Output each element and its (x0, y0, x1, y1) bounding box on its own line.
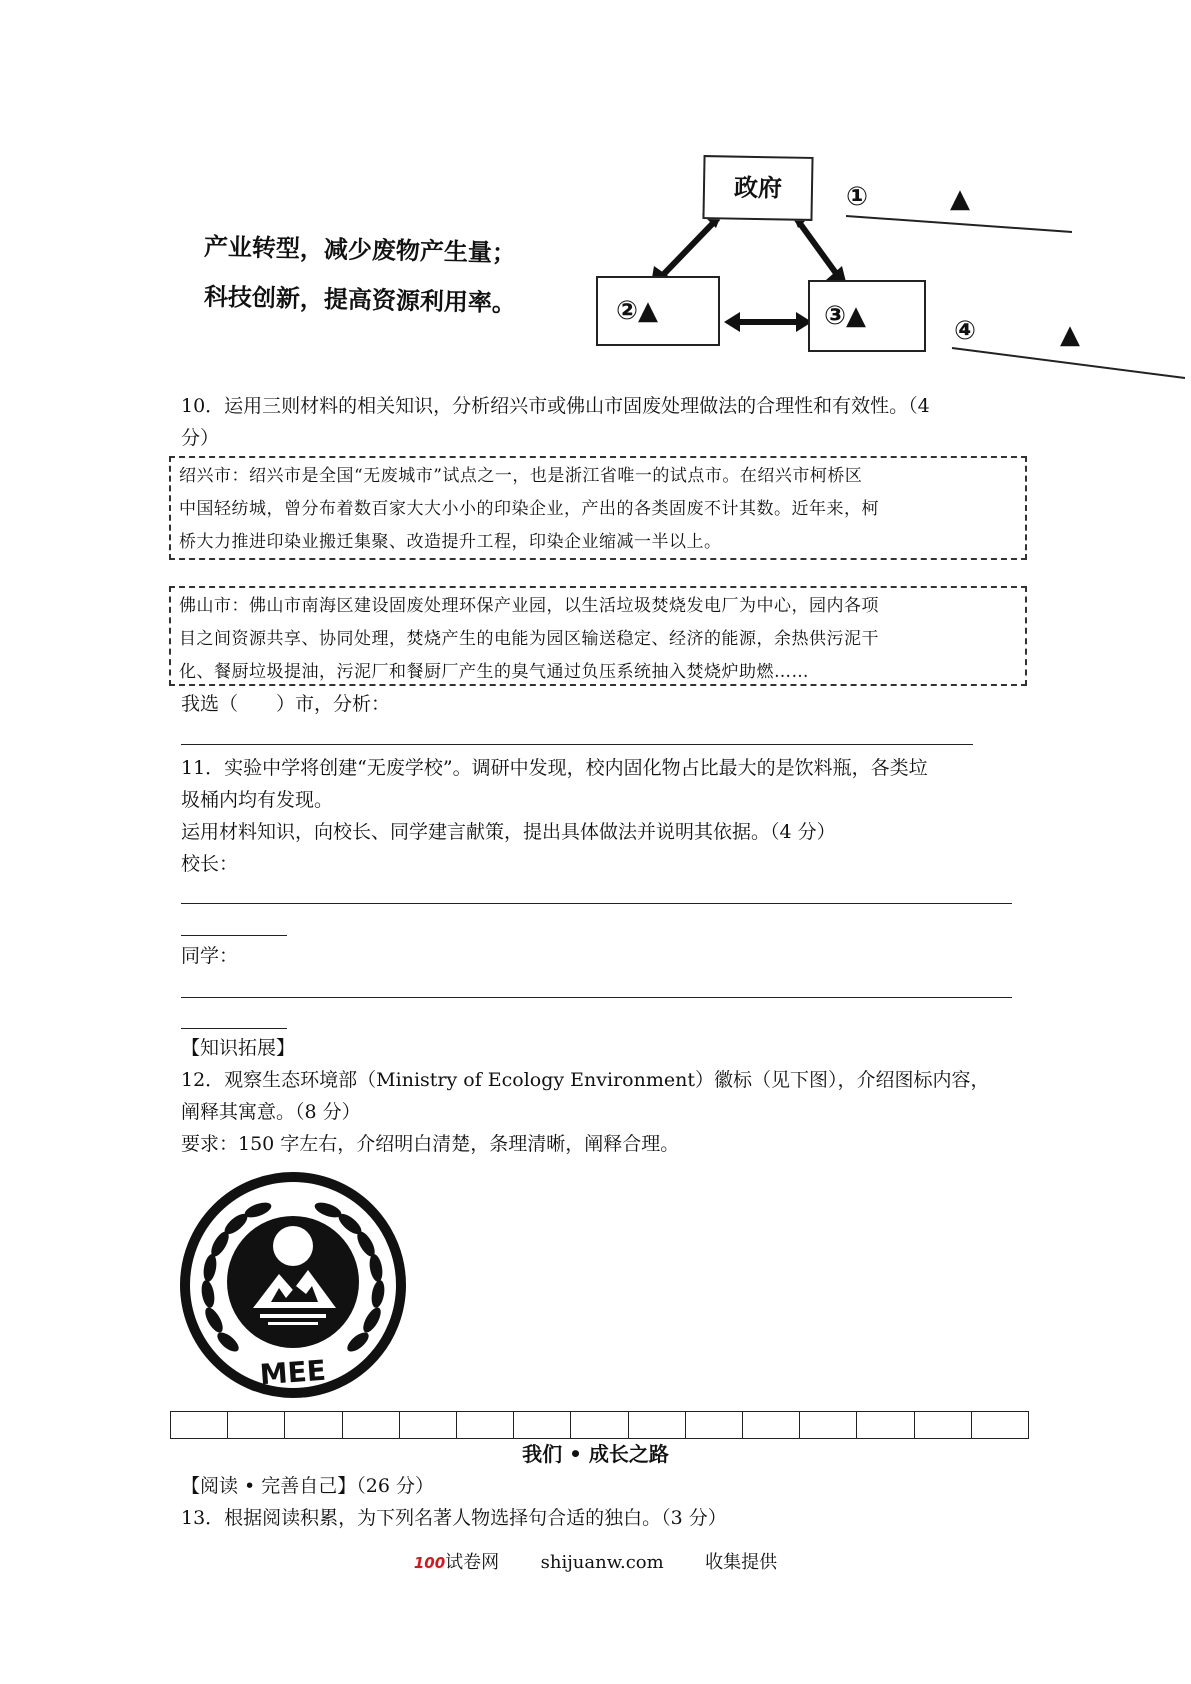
diagram-left-line-1: 产业转型，减少废物产生量； (203, 232, 517, 268)
section-knowledge-title: 【知识拓展】 (181, 1037, 296, 1059)
answer-grid-cell[interactable] (285, 1412, 342, 1438)
q11-principal-answer-line[interactable] (181, 903, 1012, 904)
mee-emblem-text: MEE (258, 1353, 327, 1392)
mee-emblem-graphic (178, 1170, 408, 1400)
node-3-box (808, 280, 926, 352)
q13-text: 13．根据阅读积累，为下列名著人物选择句合适的独白。（3 分） (181, 1507, 727, 1529)
mee-emblem (178, 1170, 408, 1400)
q10-text-line-2: 分） (181, 427, 220, 449)
q11-classmates-answer-line[interactable] (181, 997, 1012, 998)
q11-classmates-label: 同学： (181, 945, 239, 967)
answer-grid-cell[interactable] (629, 1412, 686, 1438)
answer-grid-strip (170, 1411, 1029, 1439)
blank-1-triangle: ▲ (950, 184, 970, 214)
answer-grid-cell[interactable] (686, 1412, 743, 1438)
q11-principal-label: 校长： (181, 853, 239, 875)
q11-classmates-answer-line-2[interactable] (181, 1028, 287, 1029)
answer-grid-cell[interactable] (514, 1412, 571, 1438)
answer-grid-cell[interactable] (228, 1412, 285, 1438)
node-2-label: ②▲ (616, 296, 659, 326)
q12-text-line-3: 要求：150 字左右，介绍明白清楚，条理清晰，阐释合理。 (181, 1133, 680, 1155)
answer-grid-cell[interactable] (171, 1412, 228, 1438)
answer-grid-cell[interactable] (343, 1412, 400, 1438)
answer-grid-cell[interactable] (972, 1412, 1028, 1438)
foshan-line-3: 化、餐厨垃圾提油，污泥厂和餐厨厂产生的臭气通过负压系统抽入焚烧炉助燃…… (179, 662, 809, 682)
footer (0, 1548, 1191, 1578)
shaoxing-line-1: 绍兴市：绍兴市是全国“无废城市”试点之一，也是浙江省唯一的试点市。在绍兴市柯桥区 (179, 466, 863, 486)
shaoxing-line-3: 桥大力推进印染业搬迁集聚、改造提升工程，印染企业缩减一半以上。 (179, 532, 722, 552)
footer-logo: 100 (413, 1554, 446, 1572)
diagram-arrows (0, 130, 1191, 390)
blank-1-number: ① (846, 182, 869, 212)
q12-text-line-1: 12．观察生态环境部（Ministry of Ecology Environment）徽标（见下图），介绍图标内容， (181, 1069, 990, 1091)
answer-grid-cell[interactable] (915, 1412, 972, 1438)
q12-text-line-2: 阐释其寓意。（8 分） (181, 1101, 361, 1123)
government-box (702, 155, 813, 221)
shaoxing-material-box (169, 456, 1027, 560)
q10-text-line-1: 10．运用三则材料的相关知识，分析绍兴市或佛山市固废处理做法的合理性和有效性。（4 (181, 395, 930, 417)
part-title: 我们 • 成长之路 (522, 1442, 669, 1466)
q11-text-line-2: 圾桶内均有发现。 (181, 789, 334, 811)
shaoxing-line-2: 中国轻纺城，曾分布着数百家大大小小的印染企业，产出的各类固废不计其数。近年来，柯 (179, 499, 879, 519)
answer-grid-cell[interactable] (571, 1412, 628, 1438)
answer-grid-cell[interactable] (857, 1412, 914, 1438)
footer-site[interactable]: shijuanw.com (540, 1552, 664, 1573)
answer-grid-cell[interactable] (743, 1412, 800, 1438)
government-label: 政府 (733, 173, 783, 203)
q10-answer-line[interactable] (181, 744, 973, 745)
answer-grid-cell[interactable] (400, 1412, 457, 1438)
q10-choice-prompt: 我选（ ）市，分析： (181, 693, 391, 715)
node-3-label: ③▲ (824, 301, 867, 331)
answer-grid-cell[interactable] (457, 1412, 514, 1438)
node-2-box (596, 276, 720, 346)
foshan-line-1: 佛山市：佛山市南海区建设固废处理环保产业园，以生活垃圾焚烧发电厂为中心，园内各项 (179, 596, 879, 616)
q11-principal-answer-line-2[interactable] (181, 935, 287, 936)
blank-4-number: ④ (954, 316, 977, 346)
government-flow-diagram (0, 130, 1191, 390)
footer-credit: 收集提供 (705, 1552, 778, 1573)
q11-text-line-1: 11．实验中学将创建“无废学校”。调研中发现，校内固化物占比最大的是饮料瓶，各类垃 (181, 757, 928, 779)
footer-logo-text: 试卷网 (445, 1552, 500, 1573)
foshan-material-box (169, 586, 1027, 686)
answer-grid-cell[interactable] (800, 1412, 857, 1438)
section-reading-title: 【阅读 • 完善自己】（26 分） (181, 1475, 435, 1497)
blank-4-triangle: ▲ (1060, 320, 1080, 350)
diagram-left-line-2: 科技创新，提高资源利用率。 (203, 282, 517, 318)
foshan-line-2: 目之间资源共享、协同处理，焚烧产生的电能为园区输送稳定、经济的能源，余热供污泥干 (179, 629, 879, 649)
q11-text-line-3: 运用材料知识，向校长、同学建言献策，提出具体做法并说明其依据。（4 分） (181, 821, 836, 843)
